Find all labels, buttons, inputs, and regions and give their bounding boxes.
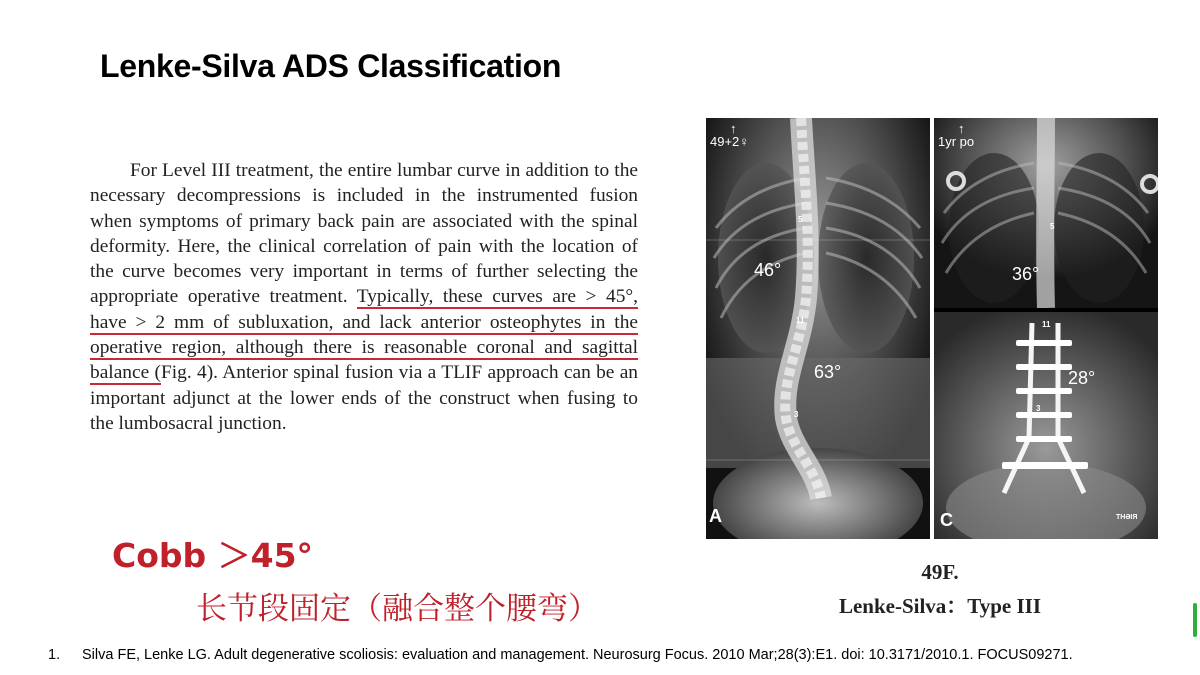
panel-label-a: A (709, 506, 722, 526)
passage-text-end: Fig. 4). Anterior spinal fusion via a TLIF approach can be an important adjunct at the lower ends of the construct when fusing to the lumbosacral junction. (90, 362, 638, 434)
arrow-up-icon: ↑ (730, 121, 737, 136)
case-classification: Lenke-Silva：Type III (838, 594, 1042, 618)
scrollbar-thumb[interactable] (1193, 603, 1197, 637)
cobb-angle-lumbar: 63° (814, 362, 842, 382)
cobb-angle-highlight: Cobb ＞45° (112, 536, 314, 575)
followup-label: 1yr po (938, 134, 975, 149)
excerpt-passage (90, 158, 638, 436)
side-marker: THƏIЯ (1116, 514, 1138, 521)
slide-title: Lenke-Silva ADS Classification (100, 48, 562, 84)
xray-preop-corner (710, 122, 749, 148)
patient-age-label: 49+2♀ (710, 134, 750, 149)
panel-label-c: C (940, 510, 953, 530)
treatment-note: 长节段固定（融合整个腰弯） (196, 591, 599, 627)
cobb-angle-thoracic: 36° (1012, 264, 1040, 284)
reference (48, 647, 1073, 663)
cobb-angle-thoracic: 46° (754, 260, 782, 280)
xray-preop-image (706, 118, 930, 539)
vertebra-mark: 3 (1036, 404, 1041, 413)
case-patient: 49F. (921, 560, 959, 584)
vertebra-mark: 3 (794, 410, 799, 419)
arrow-up-icon: ↑ (958, 121, 965, 136)
vertebra-mark: 11 (796, 316, 805, 325)
vertebra-mark: 5 (1050, 222, 1055, 231)
reference-text: Silva FE, Lenke LG. Adult degenerative scoliosis: evaluation and management. Neurosurg Focus. 2010 Mar;28(3):E1. doi: 10.3171/2010.1. FOCUS09271. (82, 647, 1073, 663)
passage-text: For Level III treatment, the entire lumbar curve in addition to the necessary decompressions is included in the instrumented fusion when symptoms of primary back pain are associated with the spinal deformity. Here, the clinical correlation of pain with the location of the curve becomes very important in terms of further selecting the appropriate operative treatment. (90, 160, 638, 308)
vertebra-mark: 5 (798, 215, 803, 224)
xray-preop (706, 118, 930, 539)
vertebra-mark: 11 (1042, 320, 1051, 329)
cobb-angle-lumbar: 28° (1068, 368, 1096, 388)
reference-number: 1. (48, 647, 61, 663)
underlined-passage: Typically, these curves are > 45°, have > 2 mm of subluxation, and lack anterior osteophytes in the operative region, although there is reasonable coronal and sagittal balance ( (90, 286, 639, 384)
xray-postop (934, 118, 1158, 539)
xray-postop-corner (938, 122, 974, 148)
